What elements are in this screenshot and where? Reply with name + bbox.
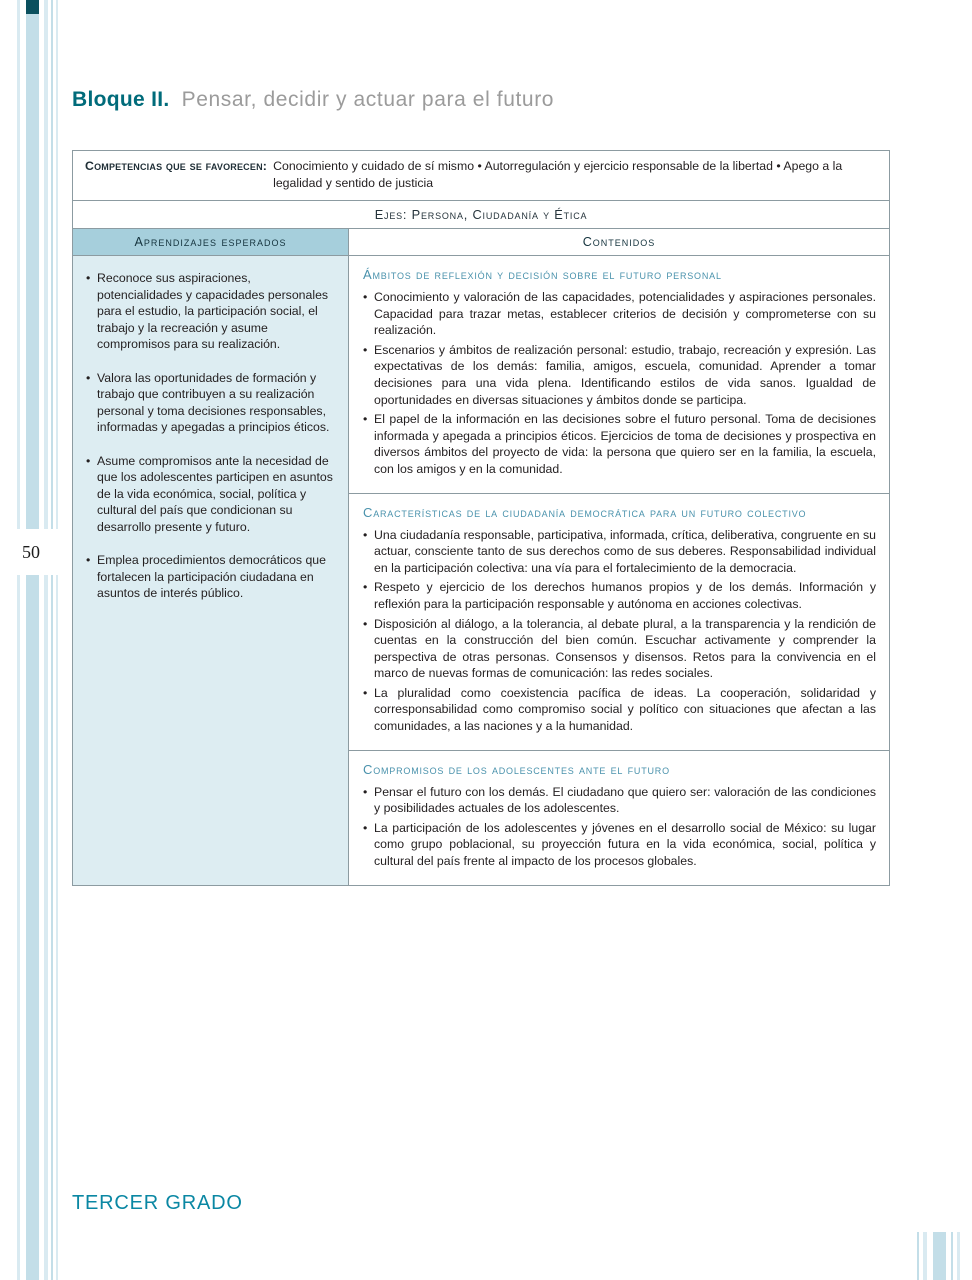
curriculum-table <box>72 150 890 886</box>
contenido-text: La pluralidad como coexistencia pacífica de ideas. La cooperación, solidaridad y corresponsabilidad como compromiso social y político con situaciones que afectan a las comunidades, a las naciones y a la humanidad. <box>374 685 876 734</box>
contenido-item <box>362 342 876 408</box>
aprendizaje-item <box>85 370 338 436</box>
section-title: Características de la ciudadanía democrática para un futuro colectivo <box>363 504 807 520</box>
bottom-right-stripe <box>923 1232 927 1280</box>
aprendizaje-text: Valora las oportunidades de formación y trabajo que contribuyen a su realización personal y toma decisiones responsables, informadas y apegadas a principios éticos. <box>97 370 330 434</box>
page-title <box>72 88 890 112</box>
contenido-item <box>362 289 876 339</box>
table-body <box>73 256 889 885</box>
contenidos-section-caracteristicas <box>349 493 889 750</box>
section-title: Ámbitos de reflexión y decisión sobre el futuro personal <box>363 267 722 282</box>
page-number-box <box>0 529 62 575</box>
page-number: 50 <box>22 541 40 562</box>
block-subtitle: Pensar, decidir y actuar para el futuro <box>181 88 555 111</box>
aprendizaje-item <box>85 453 338 536</box>
column-headers-row <box>73 229 889 256</box>
aprendizaje-text: Asume compromisos ante la necesidad de que los adolescentes participen en asuntos de la vida económica, social, política y cultural del país que condicionan su desarrollo presente y futuro. <box>97 453 333 534</box>
left-stripe <box>51 0 53 1280</box>
top-left-accent-square <box>26 0 39 14</box>
contenido-item <box>362 685 876 735</box>
aprendizaje-item <box>85 270 338 353</box>
contenido-item <box>362 820 876 870</box>
aprendizaje-item <box>85 552 338 602</box>
left-stripe <box>26 0 39 1280</box>
aprendizaje-text: Reconoce sus aspiraciones, potencialidades y capacidades personales para el estudio, la participación social, el trabajo y la recreación y asume compromisos para su realización. <box>97 271 329 351</box>
contenido-item <box>362 579 876 612</box>
ejes-text: Ejes: Persona, Ciudadanía y Ética <box>374 207 588 222</box>
aprendizajes-column-header: Aprendizajes esperados <box>73 229 349 255</box>
page-content <box>72 88 890 886</box>
contenidos-section-compromisos <box>349 750 889 885</box>
contenido-text: Disposición al diálogo, a la tolerancia, al debate plural, a la transparencia y la rendición de cuentas en la construcción del bien común. Escuchar activamente y comprender la perspectiva de otras personas. Consensos y disensos. Retos para la convivencia en el marco de nuevas formas de comunicación: las redes sociales. <box>374 616 876 681</box>
contenidos-column <box>349 256 889 885</box>
contenido-text: Pensar el futuro con los demás. El ciudadano que quiero ser: valoración de las condiciones y posibilidades actuales de los adolescentes. <box>374 784 876 816</box>
bottom-right-stripe <box>951 1232 953 1280</box>
contenido-item <box>362 527 876 577</box>
block-label: Bloque II. <box>72 88 170 111</box>
contenidos-section-ambitos <box>349 256 889 493</box>
left-stripe <box>44 0 48 1280</box>
section-title: Compromisos de los adolescentes ante el futuro <box>363 761 670 777</box>
competencias-text: Conocimiento y cuidado de sí mismo • Autorregulación y ejercicio responsable de la libertad • Apego a la legalidad y sentido de justicia <box>273 159 843 190</box>
aprendizaje-text: Emplea procedimientos democráticos que fortalecen la participación ciudadana en asuntos de interés público. <box>97 553 326 600</box>
bottom-right-stripe <box>917 1232 919 1280</box>
contenido-item <box>362 616 876 682</box>
competencias-row <box>73 151 889 201</box>
ejes-row <box>73 201 889 229</box>
left-stripe <box>56 0 58 1280</box>
contenido-text: Escenarios y ámbitos de realización personal: estudio, trabajo, recreación y expresión. Las expectativas de los demás: familia, amigos, escuela, comunidad. Aprender a tomar decisiones para una vida plena. Identificando estilos de vida sanos. Igualdad de oportunidades en diversas situaciones y ámbitos donde se participa. <box>374 342 876 407</box>
contenidos-column-header: Contenidos <box>582 235 656 249</box>
contenido-text: El papel de la información en las decisiones sobre el futuro personal. Toma de decisiones informada y apegada a principios éticos. Ejercicios de toma de decisiones y prospectiva en diversos ámbitos del proyecto de vida: la persona que quiero ser en la familia, la escuela, con los amigos y en la comunidad. <box>374 412 876 476</box>
footer-grade-label: TERCER GRADO <box>72 1192 243 1214</box>
aprendizajes-column <box>73 256 349 885</box>
contenido-text: Conocimiento y valoración de las capacidades, potencialidades y aspiraciones personales. Capacidad para trazar metas, establecer criterios de decisión y comprometerse con su realización. <box>374 290 876 338</box>
bottom-right-stripe <box>957 1232 960 1280</box>
left-stripe <box>17 0 20 1280</box>
competencias-label: Competencias que se favorecen: <box>85 159 268 173</box>
bottom-right-stripe <box>933 1232 946 1280</box>
contenido-item <box>362 784 876 817</box>
contenido-text: Una ciudadanía responsable, participativa, informada, crítica, deliberativa, congruente en su actuar, consciente tanto de sus derechos como de sus deberes. Responsabilidad individual en la participación colectiva: una vía para el fortalecimiento de la democracia. <box>374 527 876 575</box>
contenido-item <box>362 411 876 477</box>
contenido-text: Respeto y ejercicio de los derechos humanos propios y de los demás. Información y reflexión para la participación responsable y autónoma en acciones colectivas. <box>374 580 876 611</box>
contenido-text: La participación de los adolescentes y jóvenes en el desarrollo social de México: su lugar como grupo poblacional, su proyección futura en la vida económica, social, política y cultural del país frente al impacto de los procesos globales. <box>374 820 876 869</box>
